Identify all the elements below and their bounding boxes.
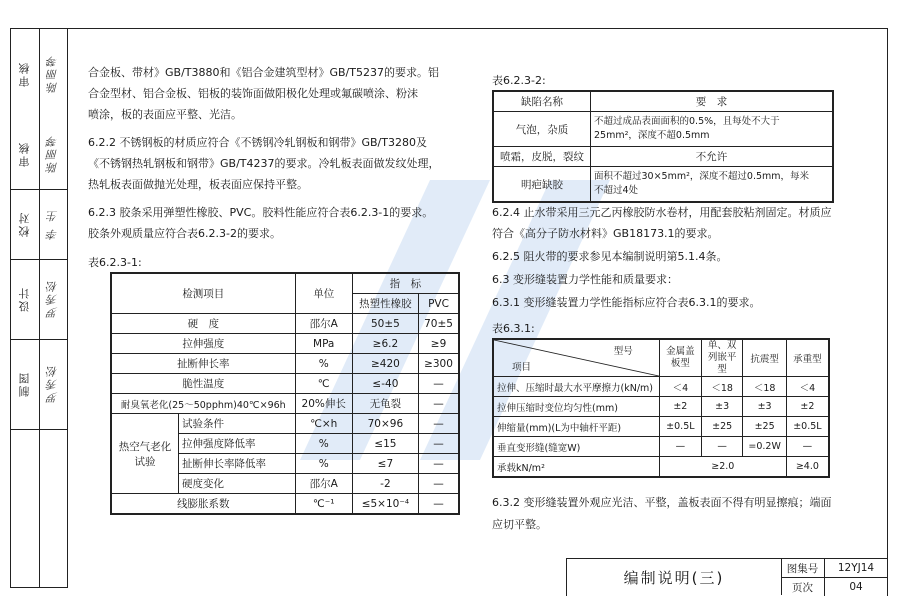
design-signature: 罗秀松 [39, 259, 67, 340]
table-cell: 不允许 [591, 147, 834, 167]
table-cell: ≥300 [419, 354, 459, 374]
header-type: 型号 [613, 346, 633, 357]
table-6-2-3-1 [110, 272, 460, 515]
aging-label: 热空气老化试验 [111, 414, 179, 494]
table-cell: 垂直变形缝(缝宽W) [493, 437, 659, 457]
table-cell: 喷霜，皮脱，裂纹 [493, 147, 591, 167]
table-cell: — [419, 454, 459, 474]
paragraph-line-1: 合金板、带材》GB/T3880和《铝合金建筑型材》GB/T5237的要求。铝 [88, 66, 439, 79]
table-cell: 无龟裂 [352, 394, 418, 414]
header-unit: 单位 [295, 273, 352, 314]
table1-caption: 表6.2.3-1: [88, 256, 142, 269]
header-load-bearing: 承重型 [786, 339, 829, 377]
table-cell: 试验条件 [179, 414, 296, 434]
table-cell: ℃⁻¹ [295, 494, 352, 515]
header-item: 项目 [512, 362, 532, 373]
table-cell: ≤5×10⁻⁴ [352, 494, 418, 515]
review-label: 审核 [18, 61, 31, 87]
table-cell: 承载kN/m² [493, 457, 659, 478]
paragraph-line-6: 热轧板表面做抛光处理，板表面应保持平整。 [88, 178, 308, 191]
header-diagonal [493, 339, 659, 377]
table-cell: ±3 [743, 397, 786, 417]
table-cell: 50±5 [352, 314, 418, 334]
table-cell: ±3 [701, 397, 743, 417]
table-cell: ＜4 [786, 377, 829, 397]
table-cell: ±0.5L [786, 417, 829, 437]
table-cell: ℃×h [295, 414, 352, 434]
table-cell: 70±5 [419, 314, 459, 334]
table-cell [591, 112, 834, 147]
table-cell: 伸缩量(mm)(L为中轴杆平距) [493, 417, 659, 437]
header-metal-cover: 金属盖板型 [659, 339, 701, 377]
signature-1: 陈丽琴 [46, 54, 59, 94]
table-cell: — [419, 414, 459, 434]
table-cell: — [701, 437, 743, 457]
table-cell: ±25 [743, 417, 786, 437]
table-cell: — [659, 437, 701, 457]
paragraph-right-2: 符合《高分子防水材料》GB18173.1的要求。 [492, 227, 719, 240]
table-cell: 线膨胀系数 [111, 494, 295, 515]
table-cell: % [295, 454, 352, 474]
page-label: 页次 [781, 578, 825, 596]
table-cell: 硬 度 [111, 314, 295, 334]
table-cell: ±0.5L [659, 417, 701, 437]
paragraph-line-2: 合金型材、铝合金板、铝板的装饰面做阳极化处理或氟碳喷涂、粉沫 [88, 87, 418, 100]
table-cell: MPa [295, 334, 352, 354]
table-cell: 脆性温度 [111, 374, 295, 394]
paragraph-line-3: 喷涂，板的表面应平整、光洁。 [88, 108, 242, 121]
header-seismic: 抗震型 [743, 339, 786, 377]
table-cell: 硬度变化 [179, 474, 296, 494]
table-6-3-1 [492, 338, 830, 478]
req-line-1: 面积不超过30×5mm²，深度不超过0.5mm，每米 [594, 171, 810, 182]
table-cell: — [419, 474, 459, 494]
header-item: 检测项目 [111, 273, 295, 314]
paragraph-line-4: 6.2.2 不锈钢板的材质应符合《不锈钢冷轧钢板和钢带》GB/T3280及 [88, 136, 427, 149]
header-index: 指 标 [352, 273, 459, 294]
table-cell: 扯断伸长率 [111, 354, 295, 374]
header-requirement: 要 求 [591, 91, 834, 112]
paragraph-right-5: 6.3.1 变形缝装置力学性能指标应符合表6.3.1的要求。 [492, 296, 761, 309]
drawn-signature: 罗秀松 [39, 339, 67, 430]
table-cell: — [419, 494, 459, 515]
table-cell: ≥9 [419, 334, 459, 354]
paragraph-line-5: 《不锈钢热轧钢板和钢带》GB/T4237的要求。冷轧板表面做发纹处理， [88, 157, 440, 170]
table-cell: ≤7 [352, 454, 418, 474]
table-cell: ±2 [659, 397, 701, 417]
drawn-label: 制图 [11, 339, 39, 430]
table-cell: =0.2W [743, 437, 786, 457]
table-cell: ±2 [786, 397, 829, 417]
table-cell: ≥420 [352, 354, 418, 374]
table-cell: 扯断伸长率降低率 [179, 454, 296, 474]
header-defect: 缺陷名称 [493, 91, 591, 112]
approval-strip [10, 28, 68, 588]
table-cell: 耐臭氧老化(25～50pphm)40℃×96h [111, 394, 295, 414]
atlas-number: 12YJ14 [825, 559, 887, 578]
table-6-2-3-2 [492, 90, 834, 203]
page-number: 04 [849, 581, 863, 593]
table2-caption: 表6.2.3-2: [492, 74, 546, 87]
table-cell: — [419, 394, 459, 414]
paragraph-right-3: 6.2.5 阻火带的要求参见本编制说明第5.1.4条。 [492, 250, 728, 263]
paragraph-632-line-2: 应切平整。 [492, 518, 547, 531]
table-cell: ±25 [701, 417, 743, 437]
table-cell: -2 [352, 474, 418, 494]
table-cell: 拉伸压缩时变位均匀性(mm) [493, 397, 659, 417]
req-line-2: 25mm²，深度不超0.5mm [594, 130, 710, 141]
table-cell: ≥4.0 [786, 457, 829, 478]
table-cell: 拉伸强度 [111, 334, 295, 354]
table-cell: — [786, 437, 829, 457]
table-cell: ≤15 [352, 434, 418, 454]
header-embedded: 单、双列嵌平型 [701, 339, 743, 377]
table-cell: ℃ [295, 374, 352, 394]
table-cell: ≥6.2 [352, 334, 418, 354]
table-cell: — [419, 434, 459, 454]
table-cell: ＜18 [743, 377, 786, 397]
table-cell: % [295, 354, 352, 374]
paragraph-right-4: 6.3 变形缝装置力学性能和质量要求： [492, 273, 678, 286]
table-cell: 邵尔A [295, 314, 352, 334]
sheet-title: 编制说明(三) [567, 559, 782, 595]
table-cell: 拉伸强度降低率 [179, 434, 296, 454]
table-cell: ≤-40 [352, 374, 418, 394]
paragraph-line-8: 胶条外观质量应符合表6.2.3-2的要求。 [88, 227, 281, 240]
paragraph-632-line-1: 6.3.2 变形缝装置外观应光洁、平整，盖板表面不得有明显擦痕；端面 [492, 496, 832, 509]
table-cell: ≥2.0 [659, 457, 786, 478]
proof-label: 校对 [11, 189, 39, 260]
table-cell: 明疤缺胶 [493, 167, 591, 203]
proof-signature: 李 生 [39, 189, 67, 260]
table-cell: ＜18 [701, 377, 743, 397]
title-block [566, 558, 888, 596]
req-line-2: 不超过4处 [594, 185, 639, 196]
review-signature: 陈丽琴 [39, 119, 67, 190]
atlas-label: 图集号 [781, 559, 825, 578]
table-cell: 气泡，杂质 [493, 112, 591, 147]
req-line-1: 不超过成品表面面积的0.5%，且每处不大于 [594, 116, 780, 127]
review-label-2: 审核 [11, 119, 39, 190]
table-cell [591, 167, 834, 203]
table3-caption: 表6.3.1: [492, 322, 535, 335]
table-cell: — [419, 374, 459, 394]
table-cell: 邵尔A [295, 474, 352, 494]
table-cell: 拉伸、压缩时最大水平摩擦力(kN/m) [493, 377, 659, 397]
paragraph-right-1: 6.2.4 止水带采用三元乙丙橡胶防水卷材，用配套胶粘剂固定。材质应 [492, 206, 832, 219]
paragraph-line-7: 6.2.3 胶条采用弹塑性橡胶、PVC。胶料性能应符合表6.2.3-1的要求。 [88, 206, 434, 219]
table-cell: ＜4 [659, 377, 701, 397]
header-pvc: PVC [419, 294, 459, 314]
table-cell: % [295, 434, 352, 454]
table-cell: 20%伸长 [295, 394, 352, 414]
table-cell: 70×96 [352, 414, 418, 434]
header-rubber: 热塑性橡胶 [352, 294, 418, 314]
design-label: 设计 [11, 259, 39, 340]
